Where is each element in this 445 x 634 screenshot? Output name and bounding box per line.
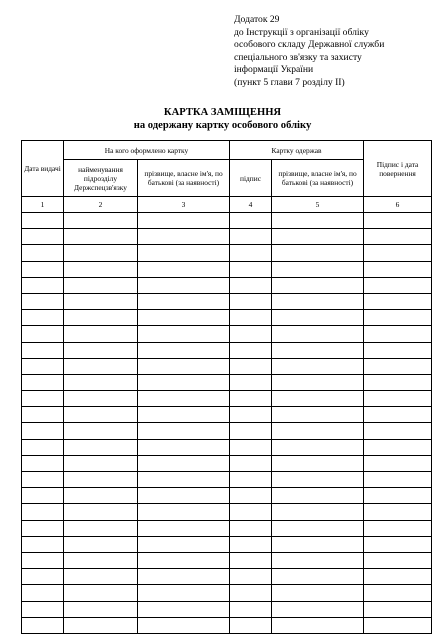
table-row [22, 488, 432, 504]
table-cell [138, 261, 230, 277]
title-main: КАРТКА ЗАМІЩЕННЯ [163, 107, 282, 118]
header-full-name-received: прізвище, власне ім'я, по батькові (за наявності) [272, 160, 364, 197]
table-cell [364, 261, 432, 277]
header-return-sign: Підпис і дата повернення [364, 141, 432, 197]
table-cell [138, 213, 230, 229]
header-full-name-issued: прізвище, власне ім'я, по батькові (за наявності) [138, 160, 230, 197]
table-cell [22, 407, 64, 423]
column-number: 2 [64, 197, 138, 213]
table-cell [138, 536, 230, 552]
table-cell [138, 374, 230, 390]
table-cell [138, 504, 230, 520]
header-signature: підпис [230, 160, 272, 197]
table-row [22, 423, 432, 439]
table-cell [138, 552, 230, 568]
table-row [22, 245, 432, 261]
table-cell [272, 277, 364, 293]
table-cell [364, 536, 432, 552]
table-cell [272, 552, 364, 568]
table-cell [22, 261, 64, 277]
table-cell [364, 229, 432, 245]
table-cell [364, 326, 432, 342]
appendix-line: до Інструкції з організації обліку [234, 26, 369, 38]
table-cell [272, 229, 364, 245]
table-row [22, 293, 432, 309]
table-cell [230, 342, 272, 358]
table-cell [272, 293, 364, 309]
header-received-group: Картку одержав [230, 141, 364, 160]
table-row [22, 391, 432, 407]
table-cell [364, 277, 432, 293]
table-row [22, 358, 432, 374]
header-issued-to-group: На кого оформлено картку [64, 141, 230, 160]
table-row [22, 342, 432, 358]
table-cell [364, 569, 432, 585]
table-cell [22, 439, 64, 455]
table-row [22, 374, 432, 390]
table-cell [230, 326, 272, 342]
table-cell [364, 488, 432, 504]
table-cell [22, 310, 64, 326]
table-cell [22, 569, 64, 585]
table-cell [272, 326, 364, 342]
table-cell [22, 455, 64, 471]
table-cell [230, 407, 272, 423]
table-cell [138, 358, 230, 374]
table-cell [64, 293, 138, 309]
table-cell [64, 213, 138, 229]
table-cell [364, 472, 432, 488]
appendix-line: особового складу Державної служби [234, 39, 385, 51]
table-cell [64, 277, 138, 293]
table-cell [230, 358, 272, 374]
column-number: 5 [272, 197, 364, 213]
table-cell [138, 245, 230, 261]
table-cell [272, 374, 364, 390]
table-cell [230, 277, 272, 293]
table-cell [230, 374, 272, 390]
table-cell [230, 293, 272, 309]
table-row [22, 552, 432, 568]
table-row [22, 326, 432, 342]
table-cell [364, 374, 432, 390]
table-cell [64, 601, 138, 617]
table-cell [64, 391, 138, 407]
table-cell [364, 391, 432, 407]
column-number: 1 [22, 197, 64, 213]
table-cell [364, 585, 432, 601]
table-cell [64, 617, 138, 633]
table-cell [230, 310, 272, 326]
table-cell [364, 552, 432, 568]
table-cell [22, 423, 64, 439]
table-row [22, 504, 432, 520]
table-cell [230, 423, 272, 439]
table-cell [272, 504, 364, 520]
table-row [22, 617, 432, 633]
table-cell [138, 229, 230, 245]
table-cell [64, 552, 138, 568]
table-cell [22, 504, 64, 520]
table-row [22, 569, 432, 585]
table-cell [138, 423, 230, 439]
table-cell [230, 229, 272, 245]
table-cell [64, 261, 138, 277]
table-cell [22, 293, 64, 309]
table-cell [64, 310, 138, 326]
table-cell [138, 407, 230, 423]
table-cell [138, 488, 230, 504]
table-cell [230, 504, 272, 520]
title-sub: на одержану картку особового обліку [133, 120, 312, 131]
table-cell [22, 277, 64, 293]
table-row [22, 585, 432, 601]
table-cell [230, 472, 272, 488]
table-row [22, 439, 432, 455]
table-cell [364, 358, 432, 374]
table-cell [22, 552, 64, 568]
column-number: 6 [364, 197, 432, 213]
table-cell [64, 488, 138, 504]
table-row [22, 277, 432, 293]
table-row [22, 601, 432, 617]
table-cell [22, 229, 64, 245]
table-cell [22, 326, 64, 342]
table-cell [364, 504, 432, 520]
table-cell [64, 504, 138, 520]
header-unit-name: найменування підрозділу Держспецзв'язку [64, 160, 138, 197]
table-cell [138, 277, 230, 293]
table-row [22, 261, 432, 277]
table-cell [64, 520, 138, 536]
table-cell [22, 342, 64, 358]
table-cell [138, 585, 230, 601]
table-cell [272, 423, 364, 439]
table-cell [230, 455, 272, 471]
appendix-line: спеціального зв'язку та захисту [234, 51, 362, 63]
appendix-line: (пункт 5 глави 7 розділу ІІ) [234, 76, 345, 88]
table-cell [64, 569, 138, 585]
table-cell [64, 472, 138, 488]
table-cell [272, 213, 364, 229]
table-cell [64, 439, 138, 455]
table-cell [64, 585, 138, 601]
table-cell [138, 569, 230, 585]
table-cell [22, 488, 64, 504]
table-cell [230, 536, 272, 552]
table-row [22, 520, 432, 536]
table-cell [272, 585, 364, 601]
column-number-row [22, 197, 432, 213]
table-cell [138, 439, 230, 455]
table-cell [272, 455, 364, 471]
table-cell [64, 455, 138, 471]
header-date-issue: Дата видачі [22, 141, 64, 197]
table-cell [64, 407, 138, 423]
table-cell [22, 391, 64, 407]
table-cell [138, 310, 230, 326]
table-cell [230, 585, 272, 601]
table-cell [272, 520, 364, 536]
table-cell [138, 391, 230, 407]
table-cell [272, 261, 364, 277]
table-cell [230, 245, 272, 261]
replacement-card-table [21, 140, 432, 634]
table-cell [364, 423, 432, 439]
table-cell [364, 342, 432, 358]
table-cell [138, 326, 230, 342]
table-cell [138, 617, 230, 633]
column-number: 4 [230, 197, 272, 213]
table-cell [364, 520, 432, 536]
table-cell [22, 358, 64, 374]
table-cell [22, 245, 64, 261]
table-cell [64, 374, 138, 390]
table-cell [138, 293, 230, 309]
table-cell [230, 552, 272, 568]
table-cell [364, 213, 432, 229]
table-cell [364, 601, 432, 617]
table-cell [22, 617, 64, 633]
table-cell [364, 310, 432, 326]
table-cell [272, 472, 364, 488]
table-cell [22, 472, 64, 488]
table-cell [230, 488, 272, 504]
table-cell [272, 488, 364, 504]
table-row [22, 472, 432, 488]
table-row [22, 310, 432, 326]
table-cell [138, 342, 230, 358]
table-cell [64, 358, 138, 374]
table-cell [272, 310, 364, 326]
document-title [0, 106, 445, 132]
table-cell [22, 585, 64, 601]
table-cell [64, 326, 138, 342]
table-cell [230, 261, 272, 277]
table-cell [230, 569, 272, 585]
table-cell [22, 601, 64, 617]
table-cell [22, 520, 64, 536]
table-cell [272, 569, 364, 585]
table-cell [230, 391, 272, 407]
table-cell [64, 229, 138, 245]
table-row [22, 213, 432, 229]
table-cell [364, 617, 432, 633]
table-cell [230, 601, 272, 617]
table-row [22, 455, 432, 471]
table-cell [364, 455, 432, 471]
table-cell [364, 293, 432, 309]
appendix-line: інформації України [234, 64, 314, 76]
table-cell [272, 617, 364, 633]
table-cell [272, 342, 364, 358]
table-row [22, 536, 432, 552]
table-cell [272, 439, 364, 455]
table-cell [230, 213, 272, 229]
table-row [22, 407, 432, 423]
table-cell [230, 520, 272, 536]
table-cell [272, 245, 364, 261]
table-cell [272, 601, 364, 617]
table-cell [22, 536, 64, 552]
table-cell [64, 245, 138, 261]
table-cell [22, 213, 64, 229]
table-cell [64, 423, 138, 439]
table-cell [138, 520, 230, 536]
table-cell [230, 439, 272, 455]
table-cell [364, 407, 432, 423]
table-cell [138, 455, 230, 471]
table-cell [64, 342, 138, 358]
table-cell [272, 358, 364, 374]
appendix-note [234, 14, 434, 90]
table-cell [364, 439, 432, 455]
table-cell [272, 407, 364, 423]
table-row [22, 229, 432, 245]
table-cell [22, 374, 64, 390]
table-cell [230, 617, 272, 633]
table-cell [138, 601, 230, 617]
appendix-line: Додаток 29 [234, 14, 280, 25]
column-number: 3 [138, 197, 230, 213]
table-cell [138, 472, 230, 488]
table-cell [64, 536, 138, 552]
table-cell [272, 391, 364, 407]
table-cell [272, 536, 364, 552]
table-cell [364, 245, 432, 261]
